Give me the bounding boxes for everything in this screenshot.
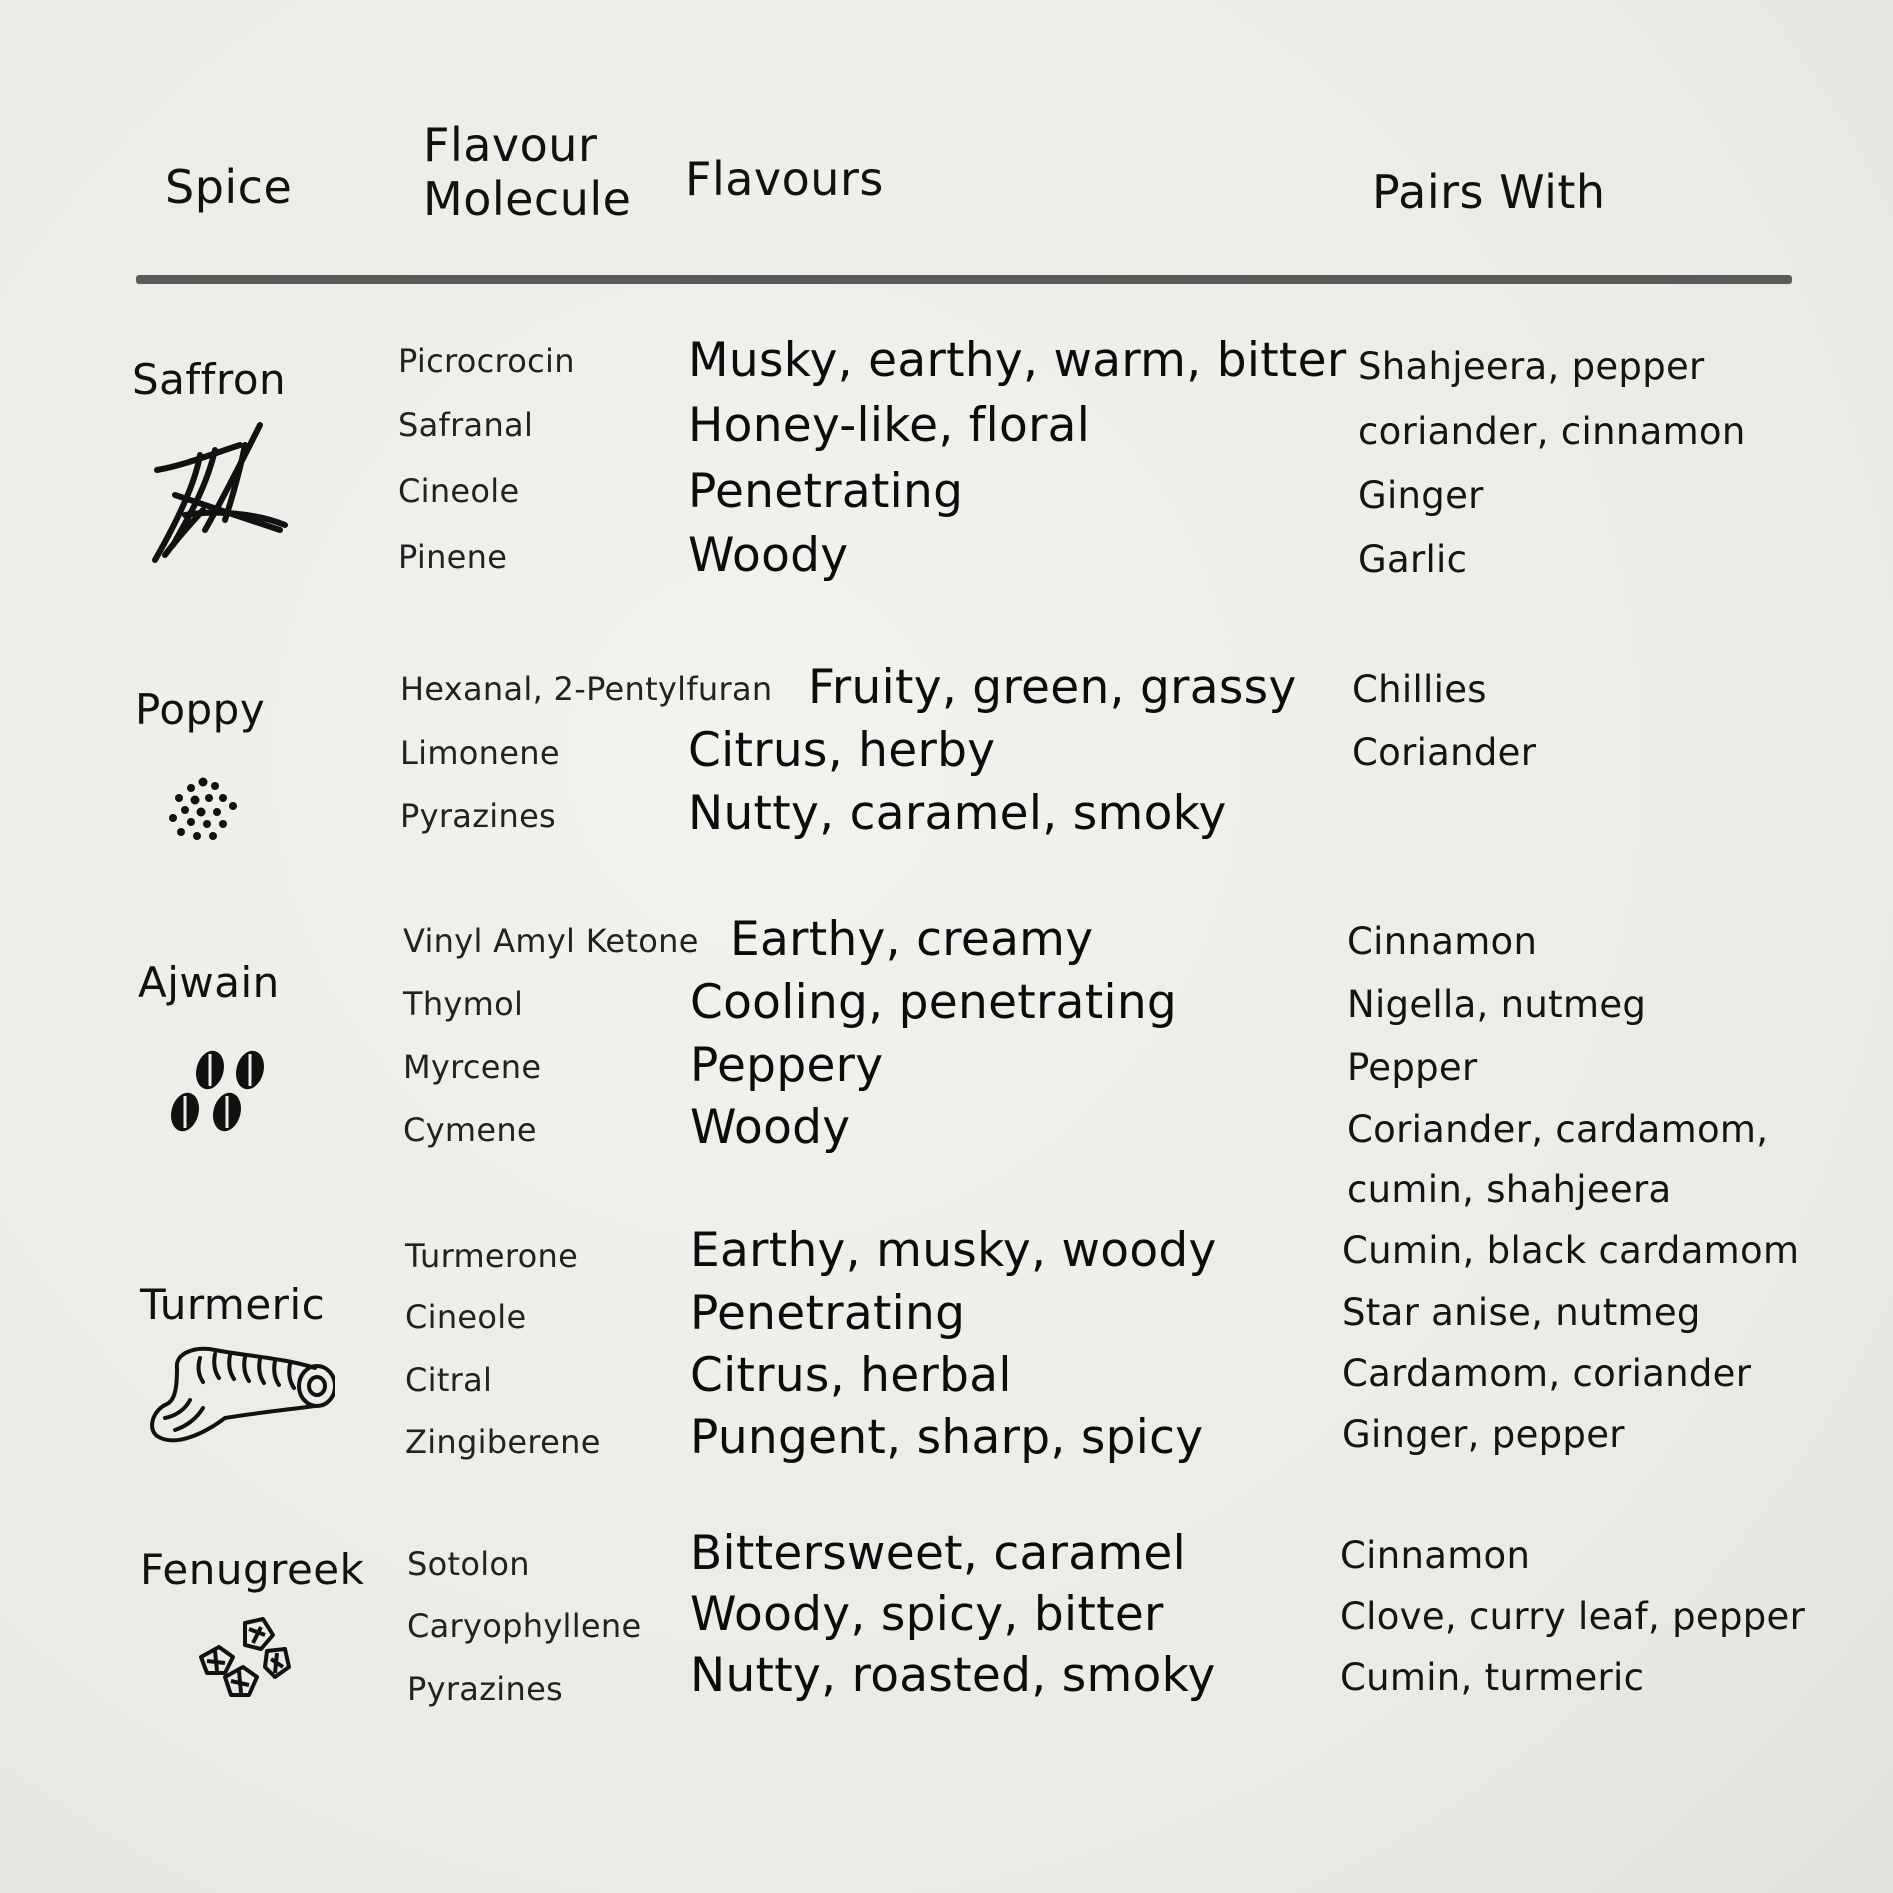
header-molecule-line2: Molecule: [423, 172, 632, 226]
molecule-saffron-2: Cineole: [398, 472, 520, 510]
pairs-ajwain-1: Nigella, nutmeg: [1347, 983, 1647, 1026]
spice-name-turmeric: Turmeric: [140, 1280, 326, 1329]
pairs-fenugreek-2: Cumin, turmeric: [1340, 1656, 1645, 1699]
turmeric-root-icon: [145, 1338, 335, 1453]
poppy-seeds-icon: [165, 772, 245, 847]
spice-name-poppy: Poppy: [135, 685, 266, 734]
flavour-turmeric-3: Pungent, sharp, spicy: [690, 1410, 1204, 1465]
molecule-poppy-2: Pyrazines: [400, 797, 557, 835]
pairs-poppy-1: Coriander: [1352, 731, 1537, 774]
pairs-saffron-0: Shahjeera, pepper: [1358, 345, 1705, 388]
pairs-fenugreek-0: Cinnamon: [1340, 1534, 1531, 1577]
molecule-fenugreek-2: Pyrazines: [407, 1670, 564, 1708]
molecule-ajwain-3: Cymene: [403, 1111, 537, 1149]
spice-name-ajwain: Ajwain: [138, 958, 280, 1007]
header-flavours: Flavours: [685, 152, 884, 206]
molecule-ajwain-2: Myrcene: [403, 1048, 542, 1086]
flavour-ajwain-2: Peppery: [690, 1038, 884, 1093]
pairs-turmeric-0: Cumin, black cardamom: [1342, 1229, 1800, 1272]
header-divider: [136, 275, 1792, 284]
pairs-saffron-2: Ginger: [1358, 474, 1484, 517]
molecule-fenugreek-0: Sotolon: [407, 1545, 530, 1583]
pairs-poppy-0: Chillies: [1352, 668, 1487, 711]
flavour-fenugreek-0: Bittersweet, caramel: [690, 1526, 1186, 1581]
pairs-turmeric-3: Ginger, pepper: [1342, 1413, 1625, 1456]
flavour-saffron-1: Honey-like, floral: [688, 398, 1091, 453]
spice-name-fenugreek: Fenugreek: [140, 1545, 365, 1594]
flavour-turmeric-1: Penetrating: [690, 1286, 966, 1341]
pairs-ajwain-3: Coriander, cardamom,: [1347, 1108, 1769, 1151]
molecule-turmeric-3: Zingiberene: [405, 1423, 601, 1461]
molecule-saffron-0: Picrocrocin: [398, 342, 575, 380]
flavour-fenugreek-1: Woody, spicy, bitter: [690, 1587, 1164, 1642]
flavour-fenugreek-2: Nutty, roasted, smoky: [690, 1648, 1216, 1703]
ajwain-seeds-icon: [165, 1048, 275, 1138]
molecule-turmeric-1: Cineole: [405, 1298, 527, 1336]
pairs-saffron-1: coriander, cinnamon: [1358, 410, 1746, 453]
molecule-ajwain-1: Thymol: [403, 985, 524, 1023]
flavour-poppy-2: Nutty, caramel, smoky: [688, 786, 1227, 841]
fenugreek-seeds-icon: [195, 1615, 295, 1700]
spice-name-saffron: Saffron: [132, 355, 287, 404]
pairs-ajwain-2: Pepper: [1347, 1046, 1478, 1089]
flavour-saffron-0: Musky, earthy, warm, bitter: [688, 333, 1347, 388]
molecule-fenugreek-1: Caryophyllene: [407, 1607, 642, 1645]
pairs-ajwain-0: Cinnamon: [1347, 920, 1538, 963]
pairs-turmeric-1: Star anise, nutmeg: [1342, 1291, 1701, 1334]
pairs-ajwain-3-line2: cumin, shahjeera: [1347, 1168, 1672, 1211]
flavour-turmeric-2: Citrus, herbal: [690, 1348, 1012, 1403]
flavour-saffron-3: Woody: [688, 528, 849, 583]
pairs-turmeric-2: Cardamom, coriander: [1342, 1352, 1752, 1395]
flavour-saffron-2: Penetrating: [688, 464, 964, 519]
molecule-turmeric-0: Turmerone: [405, 1237, 579, 1275]
header-spice: Spice: [165, 160, 293, 214]
flavour-poppy-1: Citrus, herby: [688, 723, 996, 778]
molecule-saffron-3: Pinene: [398, 538, 508, 576]
flavour-ajwain-0: Earthy, creamy: [730, 912, 1094, 967]
header-molecule-line1: Flavour: [423, 118, 598, 172]
saffron-threads-icon: [145, 415, 295, 565]
molecule-turmeric-2: Citral: [405, 1361, 493, 1399]
molecule-poppy-0: Hexanal, 2-Pentylfuran: [400, 670, 773, 708]
molecule-poppy-1: Limonene: [400, 734, 560, 772]
flavour-ajwain-3: Woody: [690, 1100, 851, 1155]
molecule-ajwain-0: Vinyl Amyl Ketone: [403, 922, 699, 960]
flavour-ajwain-1: Cooling, penetrating: [690, 975, 1178, 1030]
header-pairs-with: Pairs With: [1372, 165, 1606, 219]
molecule-saffron-1: Safranal: [398, 406, 534, 444]
flavour-turmeric-0: Earthy, musky, woody: [690, 1223, 1217, 1278]
pairs-saffron-3: Garlic: [1358, 538, 1468, 581]
pairs-fenugreek-1: Clove, curry leaf, pepper: [1340, 1595, 1806, 1638]
flavour-poppy-0: Fruity, green, grassy: [808, 660, 1297, 715]
